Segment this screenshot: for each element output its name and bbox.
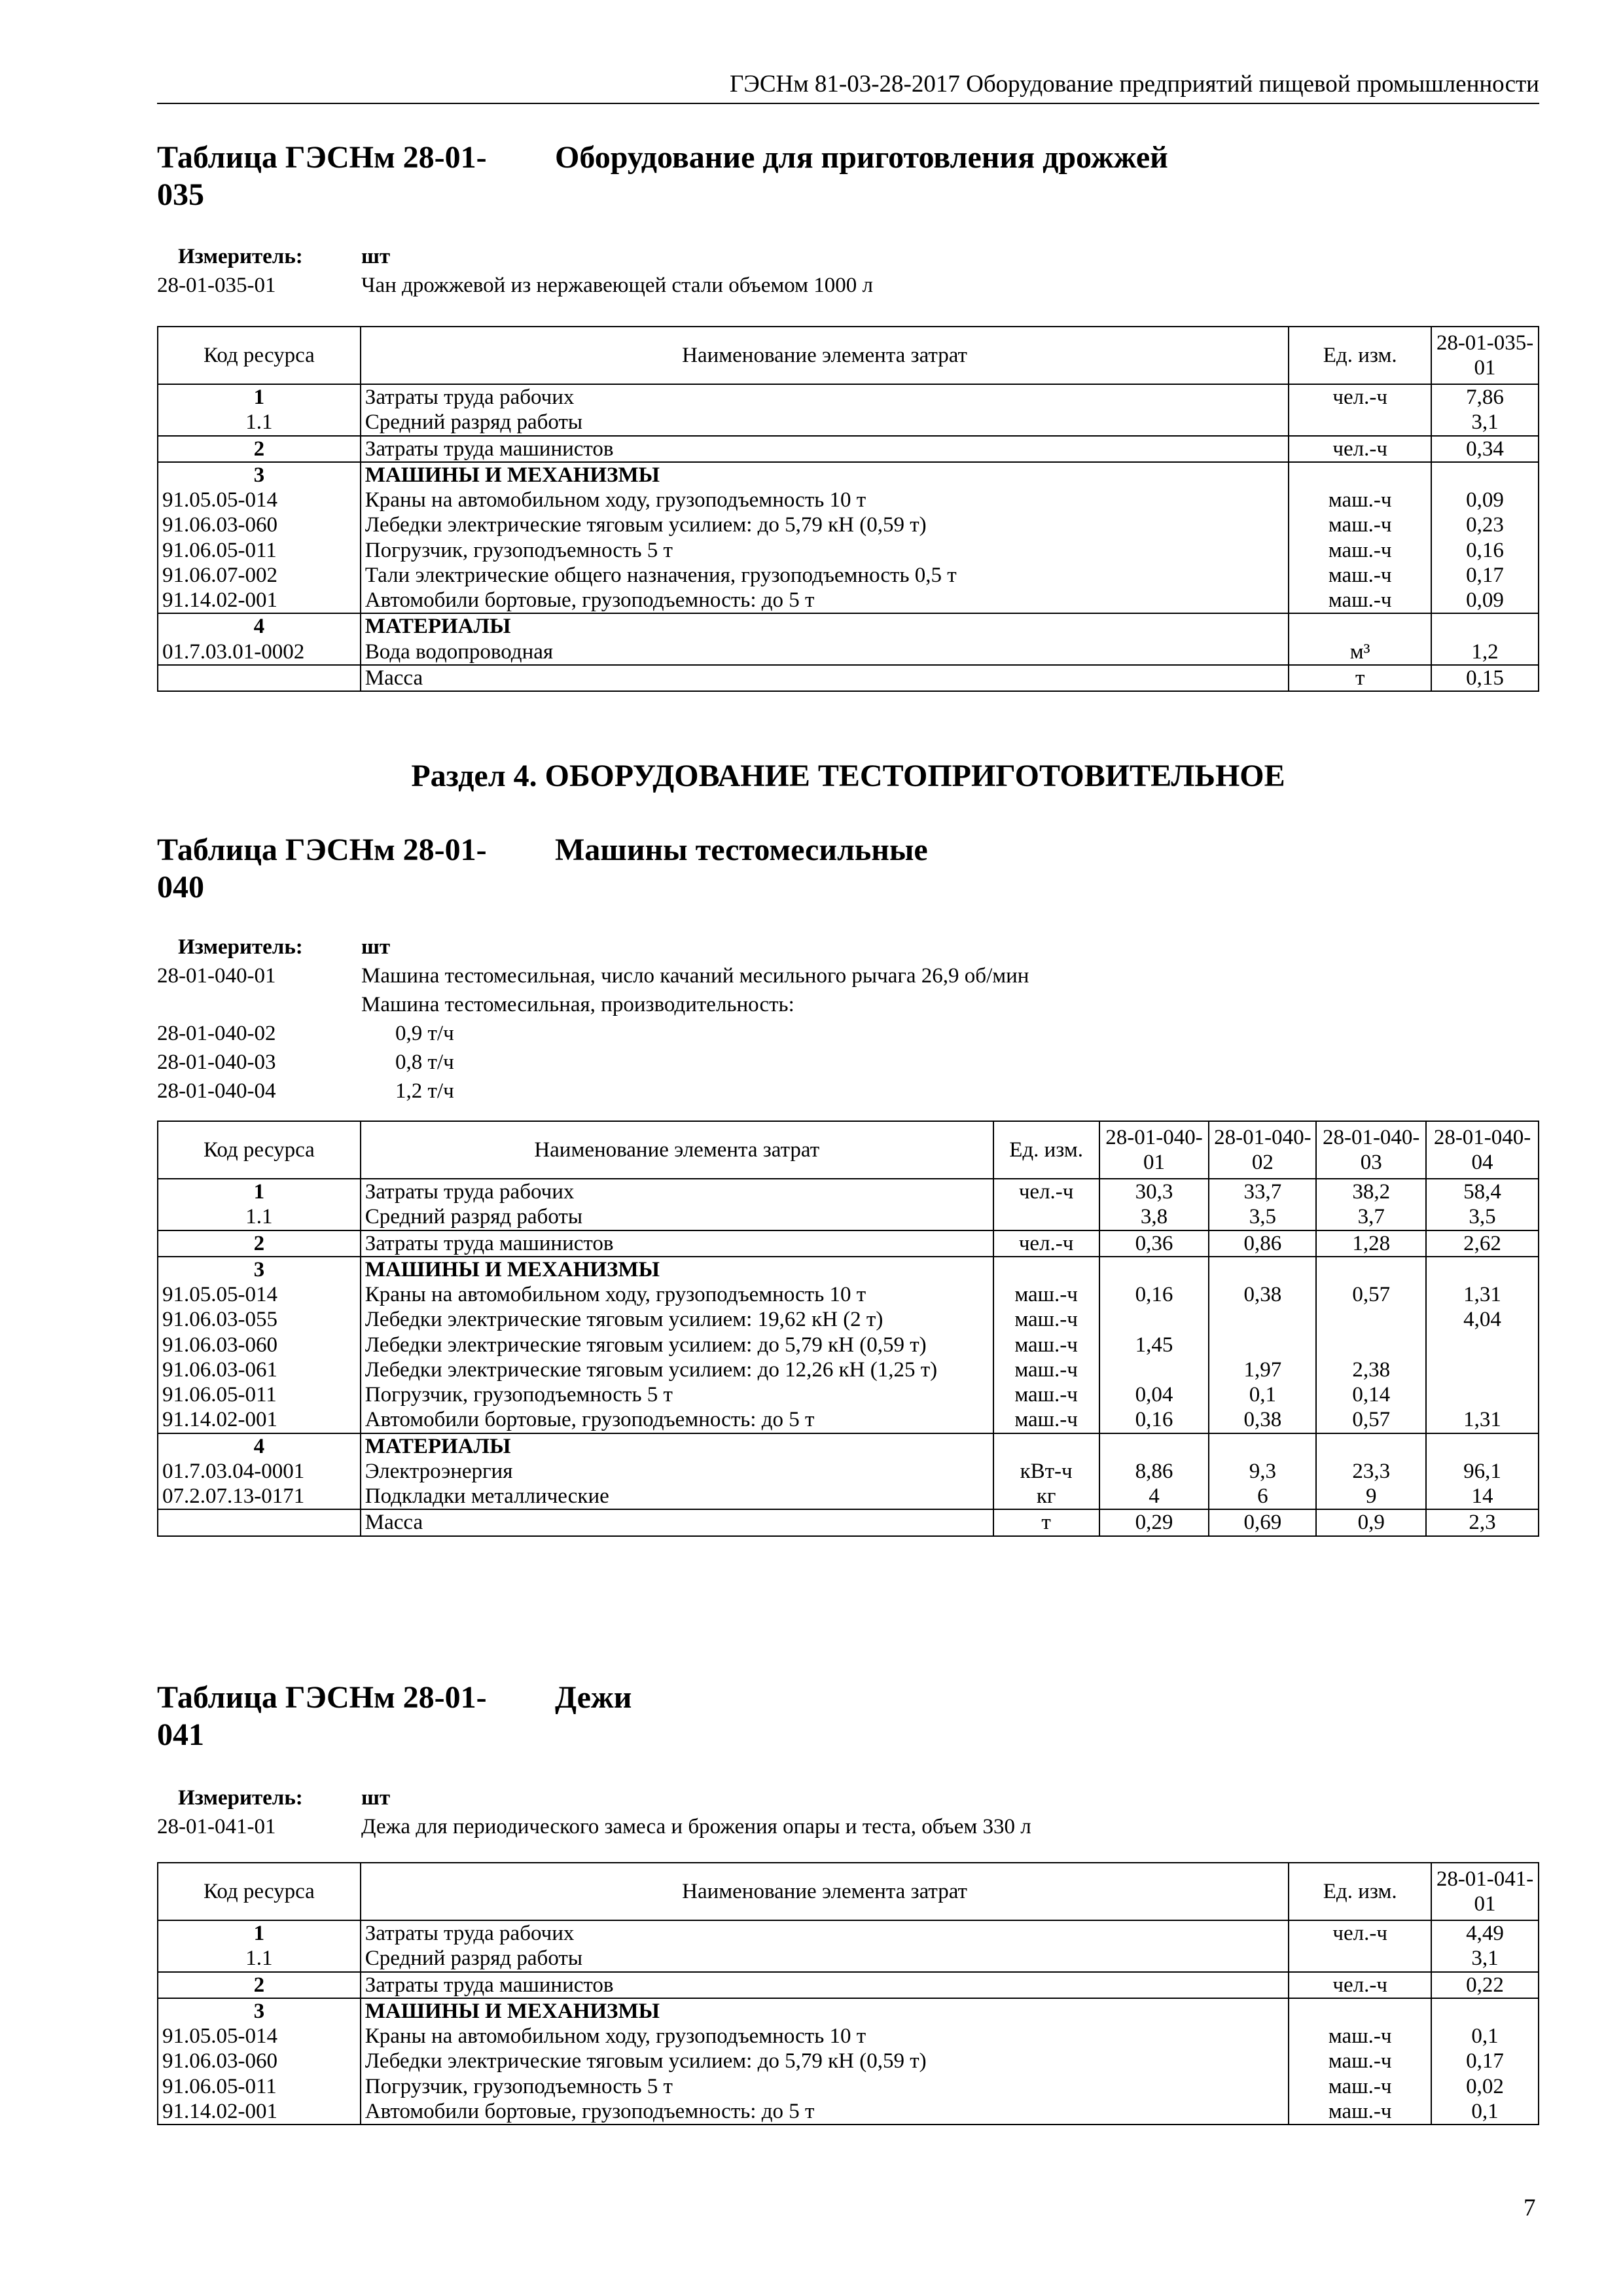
value-cell: 3,5 [1426,1204,1539,1230]
table-row [158,1998,1539,2024]
meter-label: Измеритель: [178,245,303,268]
item-description: Машина тестомесильная, производительность: [361,993,794,1016]
meter-row [157,933,1538,961]
unit: маш.-ч [993,1307,1099,1332]
cost-table-41 [157,1862,1539,2125]
value-cell: 1,2 [1431,639,1539,665]
unit [993,1257,1099,1282]
value-cell [1099,1433,1209,1459]
cost-element-name: Лебедки электрические тяговым усилием: до 5,79 кН (0,59 т) [361,2049,1289,2073]
value-cell: 0,1 [1431,2099,1539,2125]
value-cell [1209,1257,1316,1282]
unit: т [993,1509,1099,1535]
col-name-header: Наименование элемента затрат [361,1121,993,1179]
value-cell [1316,1257,1426,1282]
meter-item [157,1077,1538,1105]
table-row [158,410,1539,435]
value-cell: 9 [1316,1484,1426,1509]
value-cell: 2,3 [1426,1509,1539,1535]
unit [1289,410,1431,435]
unit: маш.-ч [1289,2049,1431,2073]
cost-element-name: Затраты труда машинистов [361,1230,993,1257]
col-value-header: 28-01-040-01 [1099,1121,1209,1179]
unit [1289,613,1431,639]
table-row [158,1920,1539,1946]
resource-code: 3 [158,1998,361,2024]
unit [993,1433,1099,1459]
value-cell: 4 [1099,1484,1209,1509]
meter-value: шт [361,245,391,268]
value-cell: 0,38 [1209,1282,1316,1307]
value-cell: 3,5 [1209,1204,1316,1230]
col-value-header: 28-01-041-01 [1431,1863,1539,1920]
resource-code: 01.7.03.01-0002 [158,639,361,665]
value-cell [1209,1333,1316,1357]
value-cell: 0,22 [1431,1972,1539,1998]
col-code-header: Код ресурса [158,1121,361,1179]
resource-code: 91.06.07-002 [158,563,361,588]
resource-code: 91.06.03-060 [158,1333,361,1357]
item-code: 28-01-040-02 [157,1022,276,1045]
meter-block-41 [157,1784,1538,1841]
table-row [158,1509,1539,1535]
meter-item [157,990,1538,1019]
value-cell [1316,1307,1426,1332]
value-cell: 3,1 [1431,1946,1539,1971]
value-cell: 0,02 [1431,2074,1539,2099]
resource-code: 91.06.05-011 [158,538,361,563]
unit [1289,462,1431,488]
value-cell [1099,1357,1209,1382]
unit: маш.-ч [1289,538,1431,563]
value-cell: 3,8 [1099,1204,1209,1230]
item-code: 28-01-040-03 [157,1050,276,1074]
value-cell [1431,613,1539,639]
item-code: 28-01-040-04 [157,1079,276,1103]
value-cell: 1,45 [1099,1333,1209,1357]
value-cell: 0,86 [1209,1230,1316,1257]
value-cell: 0,16 [1099,1282,1209,1307]
value-cell: 7,86 [1431,384,1539,410]
resource-code: 1.1 [158,410,361,435]
meter-label: Измеритель: [178,1786,303,1810]
table-code: Таблица ГЭСНм 28-01-041 [157,1680,487,1752]
resource-code: 91.14.02-001 [158,588,361,613]
value-cell: 33,7 [1209,1179,1316,1204]
value-cell [1316,1433,1426,1459]
value-cell: 0,04 [1099,1382,1209,1407]
value-cell: 1,31 [1426,1407,1539,1433]
resource-code: 91.05.05-014 [158,488,361,512]
resource-code: 1.1 [158,1204,361,1230]
resource-code: 3 [158,1257,361,1282]
table-row [158,1230,1539,1257]
resource-code: 91.06.05-011 [158,2074,361,2099]
value-cell: 1,31 [1426,1282,1539,1307]
unit: маш.-ч [1289,488,1431,512]
value-cell: 0,15 [1431,665,1539,691]
col-name-header: Наименование элемента затрат [361,327,1289,384]
cost-element-name: МАТЕРИАЛЫ [361,613,1289,639]
resource-code: 1.1 [158,1946,361,1971]
resource-code: 01.7.03.04-0001 [158,1459,361,1484]
table-row [158,2024,1539,2049]
value-cell: 96,1 [1426,1459,1539,1484]
value-cell: 30,3 [1099,1179,1209,1204]
value-cell: 0,9 [1316,1509,1426,1535]
cost-element-name: Вода водопроводная [361,639,1289,665]
cost-element-name: Краны на автомобильном ходу, грузоподъемность 10 т [361,2024,1289,2049]
meter-row [157,1784,1538,1812]
resource-code: 91.06.05-011 [158,1382,361,1407]
value-cell [1426,1357,1539,1382]
value-cell: 0,34 [1431,436,1539,462]
unit: м³ [1289,639,1431,665]
value-cell: 0,16 [1099,1407,1209,1433]
value-cell: 1,97 [1209,1357,1316,1382]
unit: кг [993,1484,1099,1509]
table-row [158,1257,1539,1282]
value-cell: 6 [1209,1484,1316,1509]
table-row [158,1484,1539,1509]
meter-label: Измеритель: [178,935,303,959]
value-cell [1431,1998,1539,2024]
value-cell: 2,62 [1426,1230,1539,1257]
resource-code: 91.06.03-060 [158,512,361,537]
unit: чел.-ч [993,1230,1099,1257]
col-value-header: 28-01-040-04 [1426,1121,1539,1179]
col-value-header: 28-01-040-03 [1316,1121,1426,1179]
running-header: ГЭСНм 81-03-28-2017 Оборудование предприятий пищевой промышленности [157,71,1539,104]
unit: чел.-ч [1289,384,1431,410]
value-cell: 0,29 [1099,1509,1209,1535]
table-row [158,2099,1539,2125]
value-cell [1099,1307,1209,1332]
cost-table-35 [157,326,1539,692]
resource-code: 2 [158,1230,361,1257]
table-row [158,2049,1539,2073]
value-cell [1099,1257,1209,1282]
table-row [158,1407,1539,1433]
value-cell: 0,09 [1431,488,1539,512]
value-cell: 23,3 [1316,1459,1426,1484]
resource-code: 91.05.05-014 [158,1282,361,1307]
table-row [158,436,1539,462]
table-row [158,488,1539,512]
unit: чел.-ч [1289,1972,1431,1998]
meter-item [157,1019,1538,1048]
value-cell: 0,16 [1431,538,1539,563]
value-cell [1426,1257,1539,1282]
unit [1289,1998,1431,2024]
value-cell: 9,3 [1209,1459,1316,1484]
cost-element-name: Тали электрические общего назначения, грузоподъемность 0,5 т [361,563,1289,588]
resource-code: 3 [158,462,361,488]
unit: т [1289,665,1431,691]
resource-code: 91.14.02-001 [158,1407,361,1433]
table-row [158,665,1539,691]
item-description: Машина тестомесильная, число качаний месильного рычага 26,9 об/мин [361,964,1029,988]
cost-element-name: Затраты труда рабочих [361,1179,993,1204]
value-cell: 0,17 [1431,2049,1539,2073]
item-code: 28-01-035-01 [157,274,276,297]
table-name: Дежи [555,1680,632,1715]
value-cell: 38,2 [1316,1179,1426,1204]
meter-item [157,1812,1538,1841]
unit: маш.-ч [993,1357,1099,1382]
meter-value: шт [361,1786,391,1810]
col-code-header: Код ресурса [158,1863,361,1920]
resource-code: 91.06.03-060 [158,2049,361,2073]
cost-element-name: Лебедки электрические тяговым усилием: 19,62 кН (2 т) [361,1307,993,1332]
item-description: 0,9 т/ч [395,1022,454,1045]
meter-item [157,1048,1538,1077]
value-cell: 0,1 [1431,2024,1539,2049]
table-name: Машины тестомесильные [555,833,928,867]
cost-element-name: Автомобили бортовые, грузоподъемность: до 5 т [361,588,1289,613]
table-row [158,1282,1539,1307]
table-row [158,462,1539,488]
unit: маш.-ч [993,1333,1099,1357]
table-row [158,613,1539,639]
value-cell: 3,1 [1431,410,1539,435]
cost-element-name: Погрузчик, грузоподъемность 5 т [361,538,1289,563]
resource-code: 1 [158,384,361,410]
cost-element-name: Автомобили бортовые, грузоподъемность: до 5 т [361,2099,1289,2125]
meter-item [157,271,1538,300]
unit: кВт-ч [993,1459,1099,1484]
value-cell: 3,7 [1316,1204,1426,1230]
resource-code: 91.06.03-061 [158,1357,361,1382]
item-description: Чан дрожжевой из нержавеющей стали объемом 1000 л [361,274,873,297]
value-cell: 4,49 [1431,1920,1539,1946]
resource-code: 1 [158,1920,361,1946]
cost-element-name: Лебедки электрические тяговым усилием: до 5,79 кН (0,59 т) [361,1333,993,1357]
unit: маш.-ч [1289,2024,1431,2049]
unit: чел.-ч [993,1179,1099,1204]
cost-element-name: Масса [361,1509,993,1535]
table-row [158,1357,1539,1382]
item-description: 1,2 т/ч [395,1079,454,1103]
resource-code [158,1509,361,1535]
table-row [158,1204,1539,1230]
col-value-header: 28-01-035-01 [1431,327,1539,384]
cost-table-40 [157,1121,1539,1537]
table-row [158,1433,1539,1459]
cost-element-name: Краны на автомобильном ходу, грузоподъемность 10 т [361,488,1289,512]
unit: маш.-ч [993,1407,1099,1433]
col-unit-header: Ед. изм. [993,1121,1099,1179]
unit: маш.-ч [1289,563,1431,588]
value-cell [1426,1333,1539,1357]
unit [993,1204,1099,1230]
table-row [158,588,1539,613]
cost-element-name: Затраты труда рабочих [361,1920,1289,1946]
unit [1289,1946,1431,1971]
page-number: 7 [1524,2195,1536,2221]
value-cell: 0,69 [1209,1509,1316,1535]
value-cell: 2,38 [1316,1357,1426,1382]
value-cell: 0,36 [1099,1230,1209,1257]
value-cell: 0,57 [1316,1407,1426,1433]
value-cell [1426,1433,1539,1459]
cost-element-name: МАТЕРИАЛЫ [361,1433,993,1459]
cost-element-name: МАШИНЫ И МЕХАНИЗМЫ [361,1998,1289,2024]
item-description: 0,8 т/ч [395,1050,454,1074]
value-cell: 58,4 [1426,1179,1539,1204]
value-cell: 14 [1426,1484,1539,1509]
cost-element-name: Лебедки электрические тяговым усилием: до 12,26 кН (1,25 т) [361,1357,993,1382]
cost-element-name: Электроэнергия [361,1459,993,1484]
table-code: Таблица ГЭСНм 28-01-040 [157,833,487,905]
value-cell: 0,09 [1431,588,1539,613]
col-code-header: Код ресурса [158,327,361,384]
resource-code: 91.05.05-014 [158,2024,361,2049]
item-code [157,990,361,1019]
cost-element-name: Погрузчик, грузоподъемность 5 т [361,1382,993,1407]
value-cell: 0,38 [1209,1407,1316,1433]
cost-element-name: Подкладки металлические [361,1484,993,1509]
meter-block-35 [157,242,1538,300]
unit: маш.-ч [1289,2074,1431,2099]
table-row [158,2074,1539,2099]
meter-block-40 [157,933,1538,1105]
table-row [158,639,1539,665]
section-title: Раздел 4. ОБОРУДОВАНИЕ ТЕСТОПРИГОТОВИТЕЛЬНОЕ [411,759,1285,793]
table-row [158,538,1539,563]
resource-code: 1 [158,1179,361,1204]
table-title-41 [157,1679,1538,1757]
item-code: 28-01-041-01 [157,1815,276,1839]
value-cell [1209,1307,1316,1332]
resource-code: 4 [158,613,361,639]
value-cell: 0,57 [1316,1282,1426,1307]
value-cell: 1,28 [1316,1230,1426,1257]
resource-code: 91.14.02-001 [158,2099,361,2125]
table-row [158,563,1539,588]
value-cell: 0,17 [1431,563,1539,588]
table-title-40 [157,831,1538,910]
cost-element-name: Затраты труда машинистов [361,436,1289,462]
cost-element-name: Масса [361,665,1289,691]
value-cell: 0,1 [1209,1382,1316,1407]
cost-element-name: МАШИНЫ И МЕХАНИЗМЫ [361,462,1289,488]
meter-item [157,961,1538,990]
value-cell [1209,1433,1316,1459]
meter-row [157,242,1538,271]
cost-element-name: Лебедки электрические тяговым усилием: до 5,79 кН (0,59 т) [361,512,1289,537]
resource-code: 2 [158,436,361,462]
table-title-35 [157,139,1538,217]
resource-code: 07.2.07.13-0171 [158,1484,361,1509]
cost-element-name: Средний разряд работы [361,1946,1289,1971]
unit: чел.-ч [1289,436,1431,462]
table-row [158,1459,1539,1484]
table-row [158,1382,1539,1407]
unit: маш.-ч [1289,512,1431,537]
meter-value: шт [361,935,391,959]
cost-element-name: Затраты труда рабочих [361,384,1289,410]
value-cell [1426,1382,1539,1407]
cost-element-name: Затраты труда машинистов [361,1972,1289,1998]
table-row [158,1307,1539,1332]
value-cell [1431,462,1539,488]
value-cell: 4,04 [1426,1307,1539,1332]
unit: маш.-ч [993,1382,1099,1407]
value-cell: 0,23 [1431,512,1539,537]
item-description: Дежа для периодического замеса и брожения опары и теста, объем 330 л [361,1815,1031,1839]
cost-element-name: МАШИНЫ И МЕХАНИЗМЫ [361,1257,993,1282]
table-row [158,1179,1539,1204]
table-code: Таблица ГЭСНм 28-01-035 [157,140,487,212]
unit: чел.-ч [1289,1920,1431,1946]
col-unit-header: Ед. изм. [1289,327,1431,384]
table-row [158,1946,1539,1971]
item-code: 28-01-040-01 [157,964,276,988]
col-unit-header: Ед. изм. [1289,1863,1431,1920]
resource-code: 4 [158,1433,361,1459]
resource-code: 2 [158,1972,361,1998]
col-name-header: Наименование элемента затрат [361,1863,1289,1920]
value-cell: 0,14 [1316,1382,1426,1407]
table-row [158,512,1539,537]
cost-element-name: Средний разряд работы [361,410,1289,435]
unit: маш.-ч [993,1282,1099,1307]
resource-code [158,665,361,691]
col-value-header: 28-01-040-02 [1209,1121,1316,1179]
cost-element-name: Краны на автомобильном ходу, грузоподъемность 10 т [361,1282,993,1307]
resource-code: 91.06.03-055 [158,1307,361,1332]
table-name: Оборудование для приготовления дрожжей [555,140,1168,175]
unit: маш.-ч [1289,2099,1431,2125]
cost-element-name: Автомобили бортовые, грузоподъемность: до 5 т [361,1407,993,1433]
table-row [158,1333,1539,1357]
table-row [158,384,1539,410]
cost-element-name: Погрузчик, грузоподъемность 5 т [361,2074,1289,2099]
unit: маш.-ч [1289,588,1431,613]
cost-element-name: Средний разряд работы [361,1204,993,1230]
table-row [158,1972,1539,1998]
value-cell: 8,86 [1099,1459,1209,1484]
value-cell [1316,1333,1426,1357]
